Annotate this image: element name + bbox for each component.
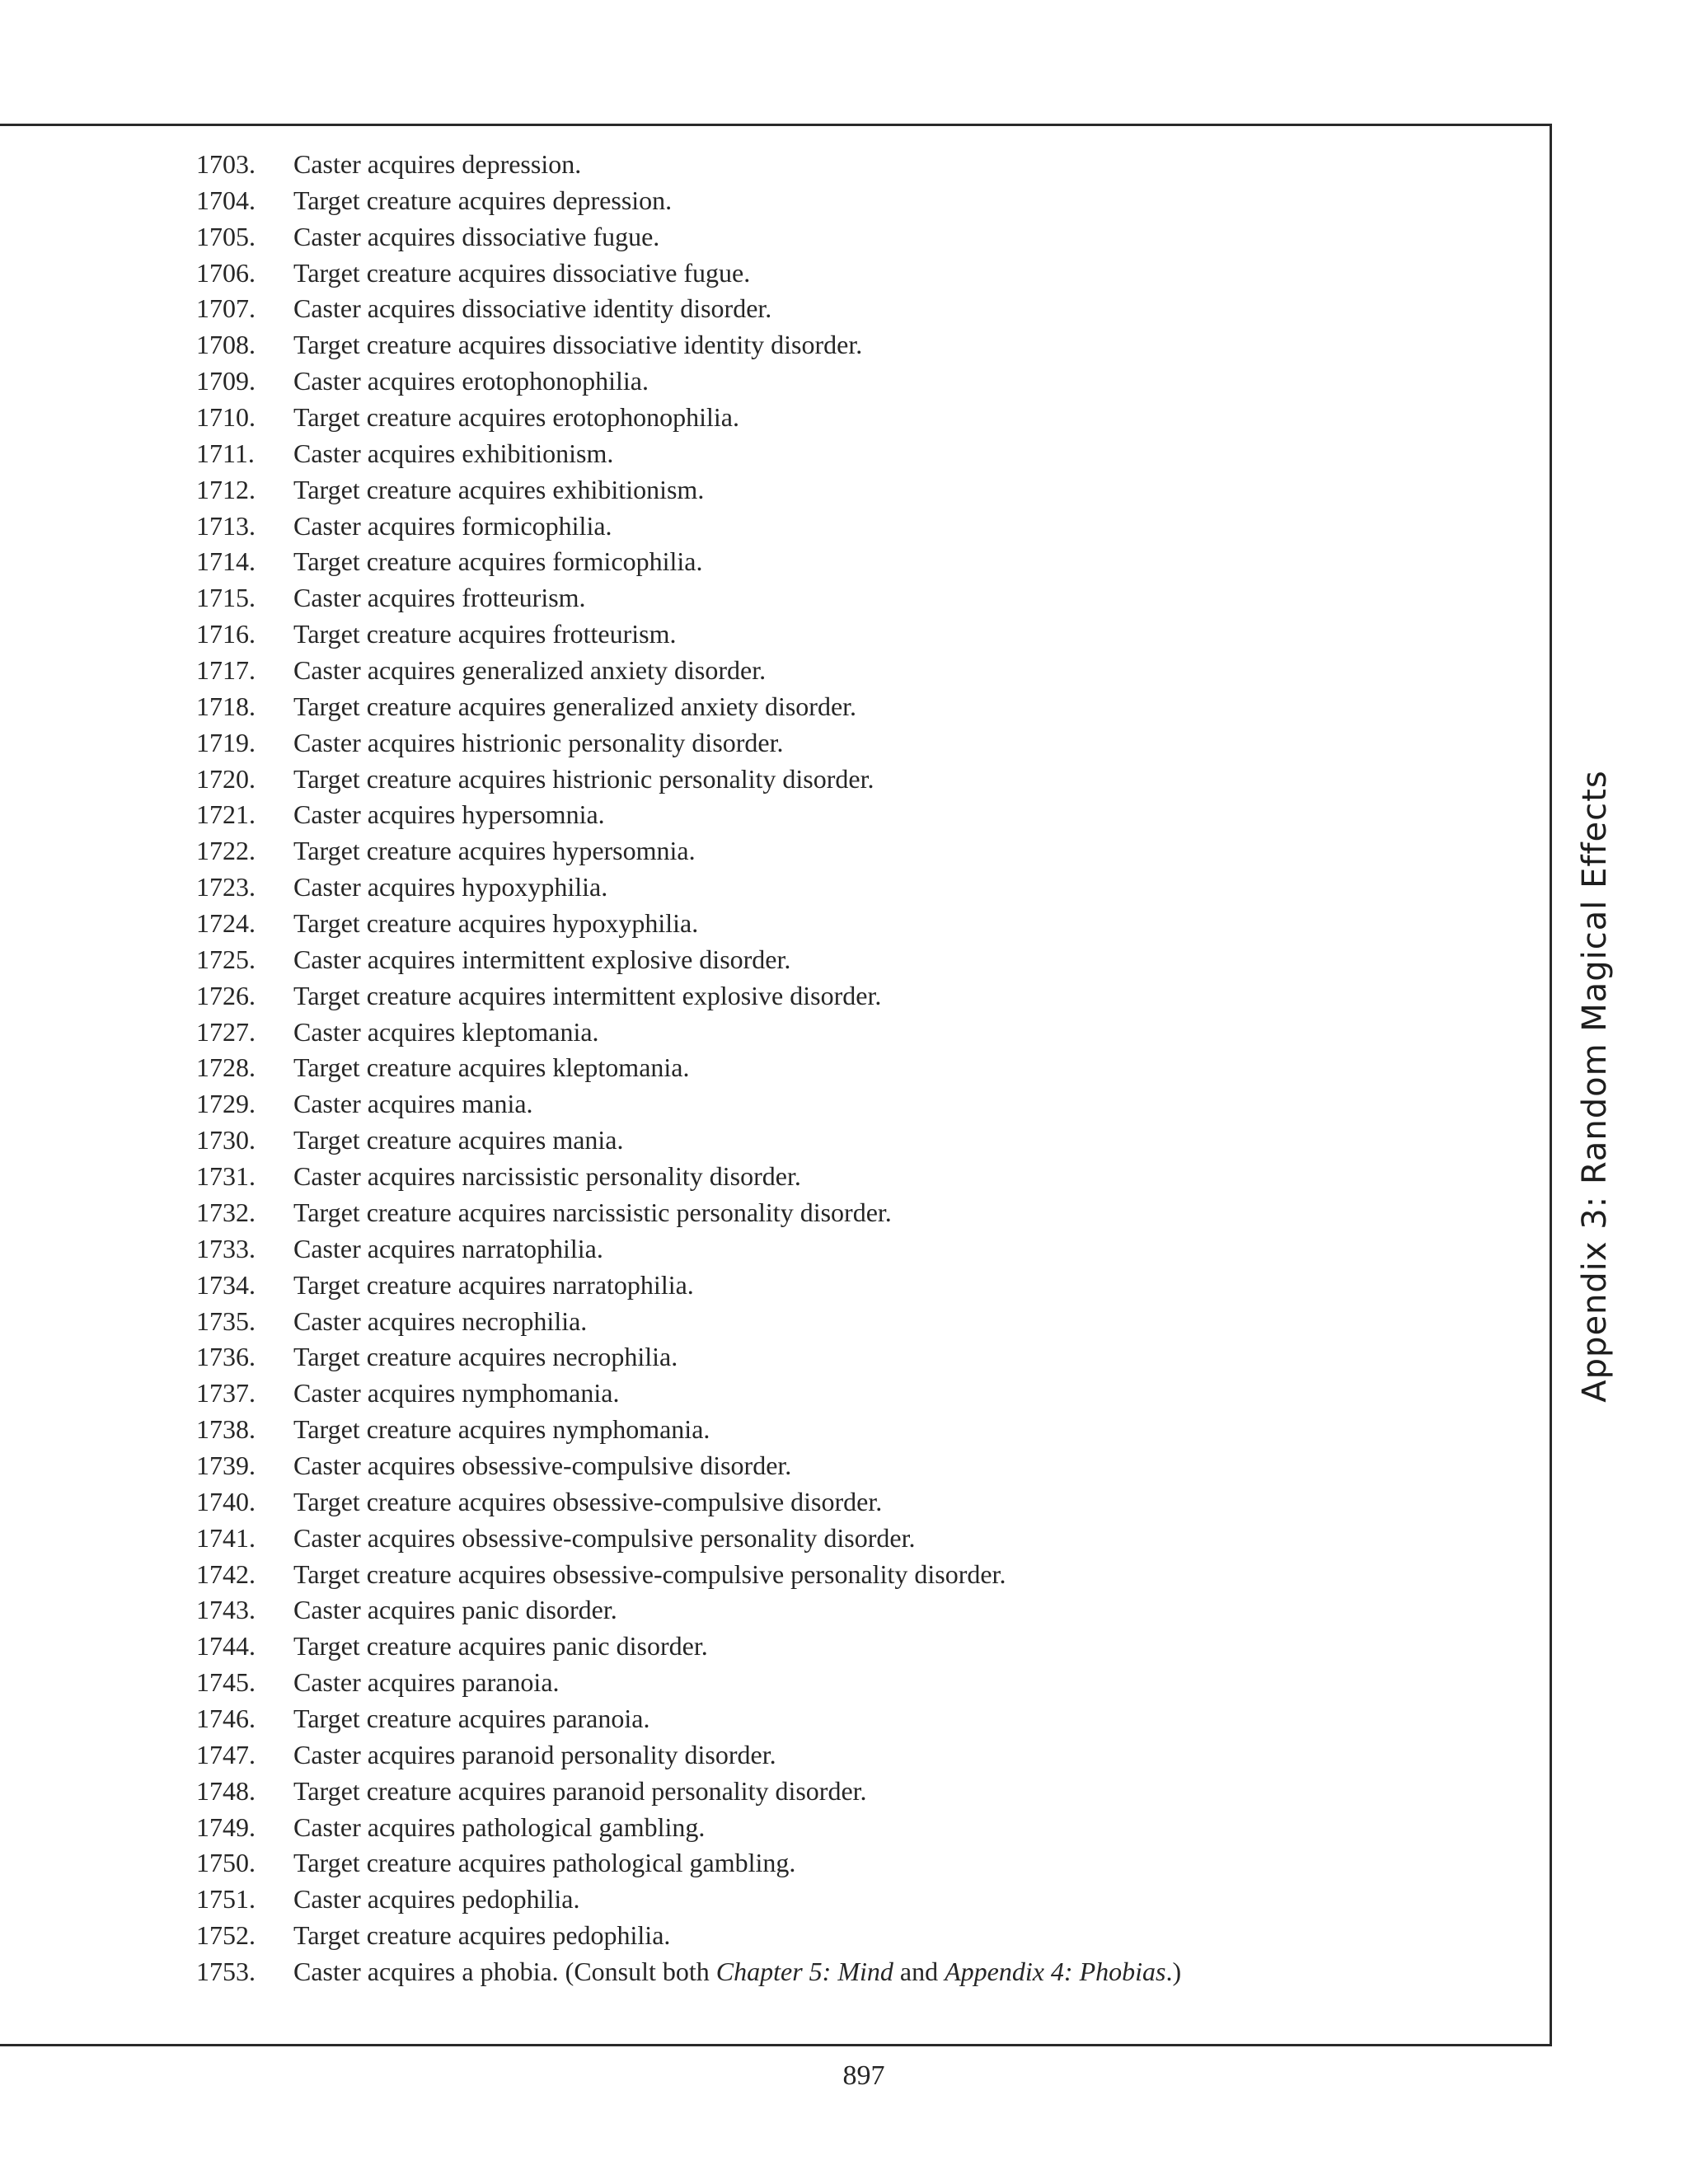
entry-number: 1722.: [196, 836, 256, 866]
list-item: [196, 942, 1181, 978]
entry-number: 1729.: [196, 1089, 256, 1119]
entry-text: Target creature acquires panic disorder.: [293, 1631, 708, 1661]
entry-text: Caster acquires erotophonophilia.: [293, 366, 649, 396]
list-item: [196, 1086, 1181, 1122]
entry-number: 1748.: [196, 1775, 256, 1806]
running-header: Appendix 3: Random Magical Effects: [1576, 770, 1614, 1403]
entry-text-part: .): [1165, 1956, 1182, 1986]
entry-number: 1719.: [196, 727, 256, 757]
list-item: [196, 869, 1181, 906]
list-item: [196, 1629, 1181, 1665]
entry-number: 1707.: [196, 293, 256, 324]
list-item: [196, 1484, 1181, 1521]
list-item: [196, 833, 1181, 869]
entry-text: Target creature acquires pedophilia.: [293, 1920, 671, 1951]
entry-text: Caster acquires formicophilia.: [293, 510, 612, 541]
entry-text: Target creature acquires erotophonophilia.: [293, 402, 739, 433]
entry-number: 1747.: [196, 1739, 256, 1769]
entry-text: Caster acquires narratophilia.: [293, 1233, 603, 1263]
entry-number: 1745.: [196, 1667, 256, 1698]
entry-text: Target creature acquires obsessive-compulsive disorder.: [293, 1486, 883, 1516]
list-item: [196, 1737, 1181, 1774]
entry-text: Caster acquires intermittent explosive disorder.: [293, 944, 791, 974]
entry-text: Caster acquires depression.: [293, 149, 582, 179]
entry-number: 1708.: [196, 330, 256, 360]
list-item: [196, 906, 1181, 942]
entry-text: Caster acquires dissociative identity disorder.: [293, 293, 772, 324]
list-item: [196, 1918, 1181, 1954]
entry-text: Caster acquires frotteurism.: [293, 583, 586, 613]
entry-text: Caster acquires dissociative fugue.: [293, 221, 660, 251]
entry-text: Target creature acquires dissociative fugue.: [293, 257, 751, 288]
entry-number: 1731.: [196, 1161, 256, 1192]
entry-text: Caster acquires obsessive-compulsive personality disorder.: [293, 1522, 916, 1553]
entry-number: 1741.: [196, 1522, 256, 1553]
entry-number: 1717.: [196, 655, 256, 686]
entry-number: 1750.: [196, 1848, 256, 1878]
list-item: [196, 147, 1181, 183]
entry-number: 1734.: [196, 1269, 256, 1300]
entry-number: 1736.: [196, 1342, 256, 1372]
list-item: [196, 689, 1181, 725]
entry-number: 1704.: [196, 185, 256, 215]
entry-number: 1709.: [196, 366, 256, 396]
list-item: [196, 1665, 1181, 1701]
entry-number: 1739.: [196, 1450, 256, 1480]
entry-number: 1743.: [196, 1595, 256, 1625]
list-item: [196, 1448, 1181, 1484]
entry-number: 1728.: [196, 1052, 256, 1083]
list-item: [196, 1376, 1181, 1412]
list-item: [196, 1195, 1181, 1231]
entry-number: 1712.: [196, 474, 256, 504]
entry-text: Target creature acquires hypersomnia.: [293, 836, 696, 866]
entry-number: 1732.: [196, 1197, 256, 1227]
entry-number: 1716.: [196, 619, 256, 649]
list-item: [196, 255, 1181, 292]
entry-text: Caster acquires hypoxyphilia.: [293, 872, 608, 902]
list-item: [196, 1810, 1181, 1846]
appendix-reference: Appendix 4: Phobias: [945, 1956, 1166, 1986]
entry-text: [293, 1954, 1181, 1990]
list-item: [196, 1412, 1181, 1448]
entry-text: Caster acquires hypersomnia.: [293, 799, 605, 830]
entry-number: 1726.: [196, 980, 256, 1010]
entry-text: Caster acquires paranoid personality disorder.: [293, 1739, 776, 1769]
entry-text: Caster acquires obsessive-compulsive disorder.: [293, 1450, 792, 1480]
list-item: [196, 544, 1181, 580]
list-item: [196, 1592, 1181, 1629]
entry-text: Caster acquires generalized anxiety disorder.: [293, 655, 767, 686]
effects-list: [196, 147, 1181, 1990]
entry-text: Target creature acquires narcissistic personality disorder.: [293, 1197, 892, 1227]
list-item: [196, 1159, 1181, 1195]
entry-text: Target creature acquires frotteurism.: [293, 619, 677, 649]
entry-number: 1727.: [196, 1016, 256, 1047]
list-item: [196, 762, 1181, 798]
entry-number: 1742.: [196, 1558, 256, 1589]
entry-number: 1751.: [196, 1884, 256, 1915]
entry-text: Caster acquires pathological gambling.: [293, 1811, 706, 1842]
list-item: [196, 797, 1181, 833]
entry-text: Target creature acquires generalized anxiety disorder.: [293, 691, 857, 721]
entry-number: 1706.: [196, 257, 256, 288]
entry-text: Target creature acquires paranoid personality disorder.: [293, 1775, 867, 1806]
entry-text: Target creature acquires nymphomania.: [293, 1414, 710, 1445]
list-item: [196, 580, 1181, 616]
entry-text: Caster acquires nymphomania.: [293, 1378, 620, 1408]
list-item: [196, 1557, 1181, 1593]
entry-text: Target creature acquires exhibitionism.: [293, 474, 705, 504]
entry-number: 1735.: [196, 1305, 256, 1336]
entry-text: Target creature acquires dissociative identity disorder.: [293, 330, 863, 360]
list-item: [196, 1268, 1181, 1304]
list-item: [196, 1015, 1181, 1051]
entry-number: 1738.: [196, 1414, 256, 1445]
entry-number: 1711.: [196, 438, 255, 468]
entry-text: Target creature acquires depression.: [293, 185, 673, 215]
entry-text: Target creature acquires mania.: [293, 1125, 624, 1155]
entry-text: Caster acquires paranoia.: [293, 1667, 560, 1698]
entry-number: 1740.: [196, 1486, 256, 1516]
entry-number: 1723.: [196, 872, 256, 902]
entry-number: 1730.: [196, 1125, 256, 1155]
list-item: [196, 400, 1181, 436]
list-item: [196, 1304, 1181, 1340]
list-item: [196, 472, 1181, 509]
list-item: [196, 1122, 1181, 1159]
entry-text: Target creature acquires narratophilia.: [293, 1269, 694, 1300]
list-item: [196, 363, 1181, 400]
entry-text: Target creature acquires histrionic personality disorder.: [293, 763, 874, 794]
entry-number: 1725.: [196, 944, 256, 974]
entry-number: 1752.: [196, 1920, 256, 1951]
entry-number: 1703.: [196, 149, 256, 179]
entry-number: 1705.: [196, 221, 256, 251]
list-item: [196, 653, 1181, 689]
entry-text: Caster acquires mania.: [293, 1089, 533, 1119]
chapter-reference: Chapter 5: Mind: [715, 1956, 893, 1986]
list-item: [196, 219, 1181, 255]
entry-text: Caster acquires panic disorder.: [293, 1595, 617, 1625]
entry-text: Target creature acquires intermittent explosive disorder.: [293, 980, 882, 1010]
entry-text: Target creature acquires obsessive-compulsive personality disorder.: [293, 1558, 1006, 1589]
list-item: [196, 1050, 1181, 1086]
entry-text: Caster acquires histrionic personality disorder.: [293, 727, 784, 757]
list-item: [196, 725, 1181, 762]
list-item: [196, 1954, 1181, 1990]
entry-number: 1744.: [196, 1631, 256, 1661]
list-item: [196, 1521, 1181, 1557]
list-item: [196, 291, 1181, 327]
list-item: [196, 1774, 1181, 1810]
list-item: [196, 616, 1181, 653]
entry-text: Caster acquires necrophilia.: [293, 1305, 588, 1336]
entry-number: 1710.: [196, 402, 256, 433]
entry-number: 1715.: [196, 583, 256, 613]
entry-text: Caster acquires kleptomania.: [293, 1016, 599, 1047]
entry-text: Caster acquires pedophilia.: [293, 1884, 580, 1915]
entry-text: Caster acquires exhibitionism.: [293, 438, 614, 468]
list-item: [196, 436, 1181, 472]
entry-text: Target creature acquires kleptomania.: [293, 1052, 690, 1083]
entry-text: Target creature acquires pathological gambling.: [293, 1848, 796, 1878]
list-item: [196, 327, 1181, 363]
page-number: 897: [842, 2060, 885, 2091]
entry-text-part: Caster acquires a phobia. (Consult both: [293, 1956, 716, 1986]
entry-number: 1720.: [196, 763, 256, 794]
entry-text: Caster acquires narcissistic personality disorder.: [293, 1161, 801, 1192]
list-item: [196, 1882, 1181, 1918]
entry-number: 1721.: [196, 799, 256, 830]
entry-number: 1737.: [196, 1378, 256, 1408]
entry-number: 1714.: [196, 546, 256, 577]
entry-number: 1753.: [196, 1956, 256, 1986]
entry-number: 1749.: [196, 1811, 256, 1842]
entry-number: 1718.: [196, 691, 256, 721]
entry-number: 1713.: [196, 510, 256, 541]
list-item: [196, 1701, 1181, 1737]
list-item: [196, 978, 1181, 1015]
list-item: [196, 1339, 1181, 1376]
list-item: [196, 1231, 1181, 1268]
entry-number: 1746.: [196, 1703, 256, 1733]
list-item: [196, 1845, 1181, 1882]
entry-text: Target creature acquires hypoxyphilia.: [293, 908, 699, 939]
entry-text: Target creature acquires necrophilia.: [293, 1342, 678, 1372]
entry-text: Target creature acquires paranoia.: [293, 1703, 650, 1733]
list-item: [196, 183, 1181, 219]
entry-text-part: and: [893, 1956, 945, 1986]
list-item: [196, 509, 1181, 545]
entry-number: 1724.: [196, 908, 256, 939]
entry-text: Target creature acquires formicophilia.: [293, 546, 703, 577]
entry-number: 1733.: [196, 1233, 256, 1263]
